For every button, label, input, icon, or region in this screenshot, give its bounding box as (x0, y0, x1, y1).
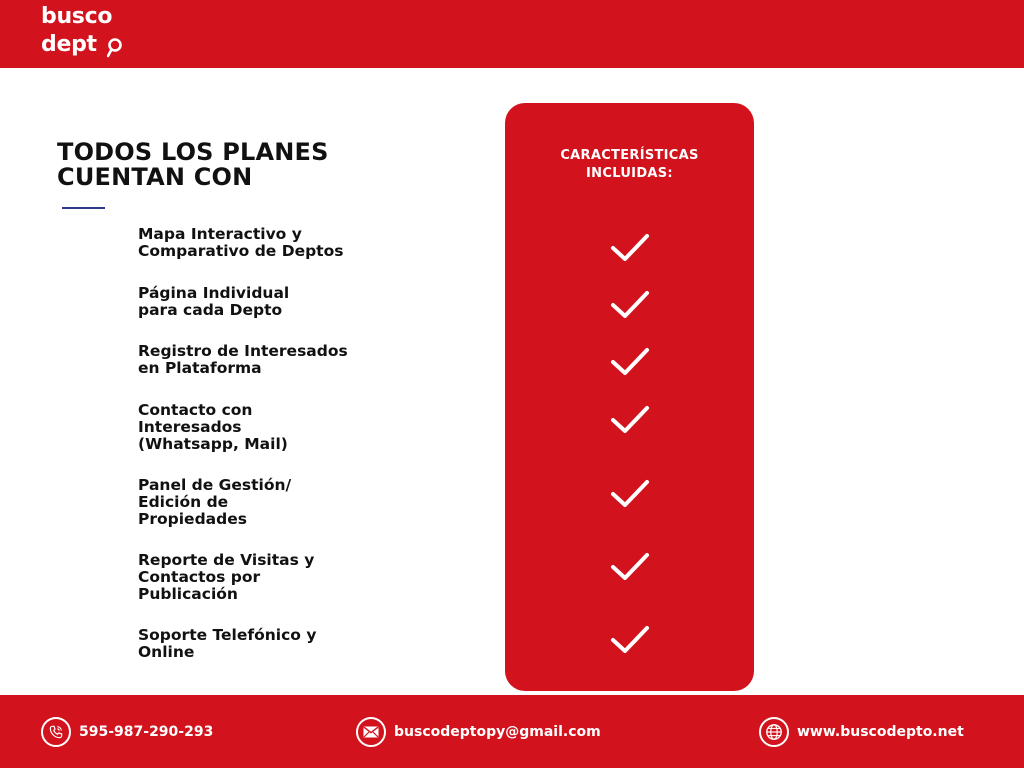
globe-icon (759, 717, 789, 747)
feature-label-line: Propiedades (138, 510, 247, 528)
feature-label-line: Comparativo de Deptos (138, 242, 344, 260)
feature-item (138, 226, 398, 260)
checkmark-icon (610, 233, 650, 263)
brand-logo-line1: busco (41, 4, 113, 29)
brand-logo-line2: dept (41, 32, 97, 57)
feature-label-line: Soporte Telefónico y (138, 626, 317, 644)
section-title (57, 140, 329, 190)
feature-label-line: Registro de Interesados (138, 342, 348, 360)
feature-label-line: Panel de Gestión/ (138, 476, 292, 494)
panel-title (505, 147, 754, 183)
feature-label-line: Interesados (138, 418, 242, 436)
website-contact-link[interactable] (759, 716, 964, 748)
website-url: www.buscodepto.net (797, 724, 964, 740)
feature-label-line: Reporte de Visitas y (138, 551, 315, 569)
title-underline (62, 207, 105, 209)
feature-label-line: Edición de (138, 493, 229, 511)
feature-label-line: Online (138, 643, 195, 661)
feature-label-line: Página Individual (138, 284, 290, 302)
feature-label-line: para cada Depto (138, 301, 283, 319)
checkmark-icon (610, 625, 650, 655)
phone-number: 595-987-290-293 (79, 724, 214, 740)
feature-item (138, 627, 398, 661)
section-title-line1: TODOS LOS PLANES (57, 138, 329, 166)
feature-item (138, 285, 398, 319)
email-address: buscodeptopy@gmail.com (394, 724, 601, 740)
checkmark-icon (610, 347, 650, 377)
feature-label-line: en Plataforma (138, 359, 262, 377)
included-features-panel (505, 103, 754, 691)
magnifier-logo-icon (107, 37, 123, 59)
footer-bar (0, 695, 1024, 768)
feature-label-line: Publicación (138, 585, 238, 603)
checkmark-icon (610, 405, 650, 435)
phone-contact-link[interactable] (41, 716, 213, 748)
phone-icon (41, 717, 71, 747)
mail-icon (356, 717, 386, 747)
panel-title-line1: CARACTERÍSTICAS (560, 148, 699, 163)
email-contact-link[interactable] (356, 716, 601, 748)
checkmark-icon (610, 479, 650, 509)
feature-item (138, 552, 398, 603)
feature-item (138, 402, 398, 453)
checkmark-icon (610, 290, 650, 320)
header-bar (0, 0, 1024, 68)
feature-label-line: (Whatsapp, Mail) (138, 435, 288, 453)
section-title-line2: CUENTAN CON (57, 163, 253, 191)
checkmark-icon (610, 552, 650, 582)
feature-item (138, 343, 398, 377)
feature-label-line: Contactos por (138, 568, 261, 586)
feature-item (138, 477, 398, 528)
feature-label-line: Contacto con (138, 401, 253, 419)
brand-logo[interactable] (41, 3, 112, 59)
panel-title-line2: INCLUIDAS: (586, 166, 673, 181)
feature-label-line: Mapa Interactivo y (138, 225, 302, 243)
